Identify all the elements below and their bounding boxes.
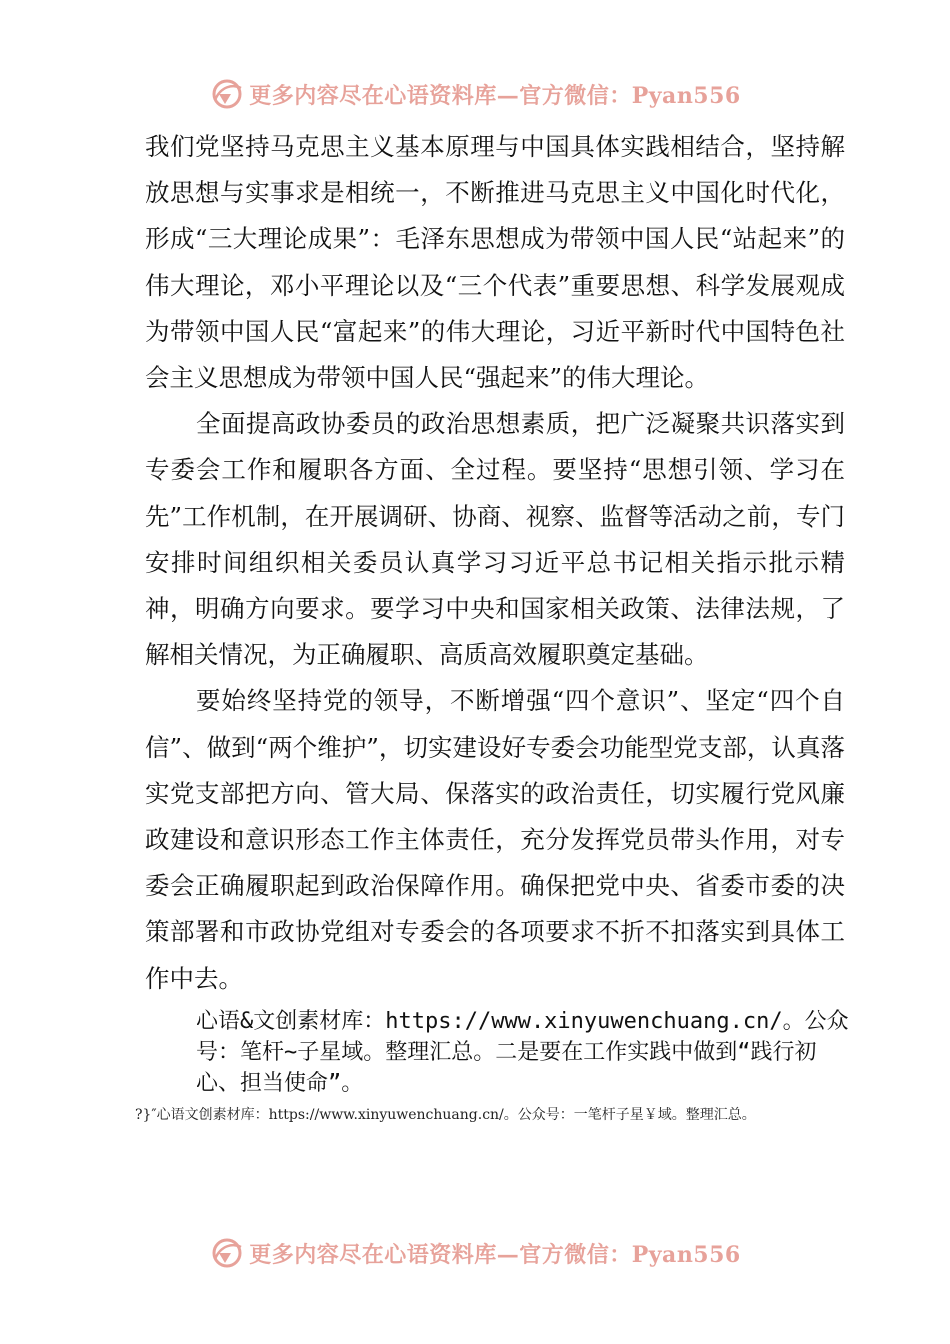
header-banner: [0, 74, 950, 114]
logo-icon: [209, 1235, 245, 1271]
document-body: [135, 124, 849, 1126]
paragraph-3: 要始终坚持党的领导，不断增强“四个意识”、坚定“四个自信”、做到“两个维护”，切实建设好专委会功能型党支部，认真落实党支部把方向、管大局、保落实的政治责任，切实履行党风廉政建设和意识形态工作主体责任，充分发挥党员带头作用，对专委会正确履职起到政治保障作用。确保把党中央、省委市委的决策部署和市政协党组对专委会的各项要求不折不扣落实到具体工作中去。: [145, 686, 845, 993]
paragraph-2: 全面提高政协委员的政治思想素质，把广泛凝聚共识落实到专委会工作和履职各方面、全过程。要坚持“思想引领、学习在先”工作机制，在开展调研、协商、视察、监督等活动之前，专门安排时间组织相关委员认真学习习近平总书记相关指示批示精神，明确方向要求。要学习中央和国家相关政策、法律法规，了解相关情况，为正确履职、高质高效履职奠定基础。: [145, 409, 845, 670]
paragraph-1: 我们党坚持马克思主义基本原理与中国具体实践相结合，坚持解放思想与实事求是相统一，不断推进马克思主义中国化时代化，形成“三大理论成果”：毛泽东思想成为带领中国人民“站起来”的伟大理论，邓小平理论以及“三个代表”重要思想、科学发展观成为带领中国人民“富起来”的伟大理论，习近平新时代中国特色社会主义思想成为带领中国人民“强起来”的伟大理论。: [145, 132, 845, 393]
logo-icon: [209, 76, 245, 112]
header-banner-text: 更多内容尽在心语资料库—官方微信：Pyan556: [249, 82, 741, 109]
footer-banner-text: 更多内容尽在心语资料库—官方微信：Pyan556: [249, 1241, 741, 1268]
source-note: 心语&文创素材库：https://www.xinyuwenchuang.cn/。公众号：笔杆~子星域。整理汇总。二是要在工作实践中做到“践行初心、担当使命”。: [196, 1008, 849, 1096]
footer-banner: [0, 1233, 950, 1273]
footnote: ?}″心语文创素材库：https://www.xinyuwenchuang.cn/。公众号：一笔杆子星￥域。整理汇总。: [135, 1106, 756, 1123]
